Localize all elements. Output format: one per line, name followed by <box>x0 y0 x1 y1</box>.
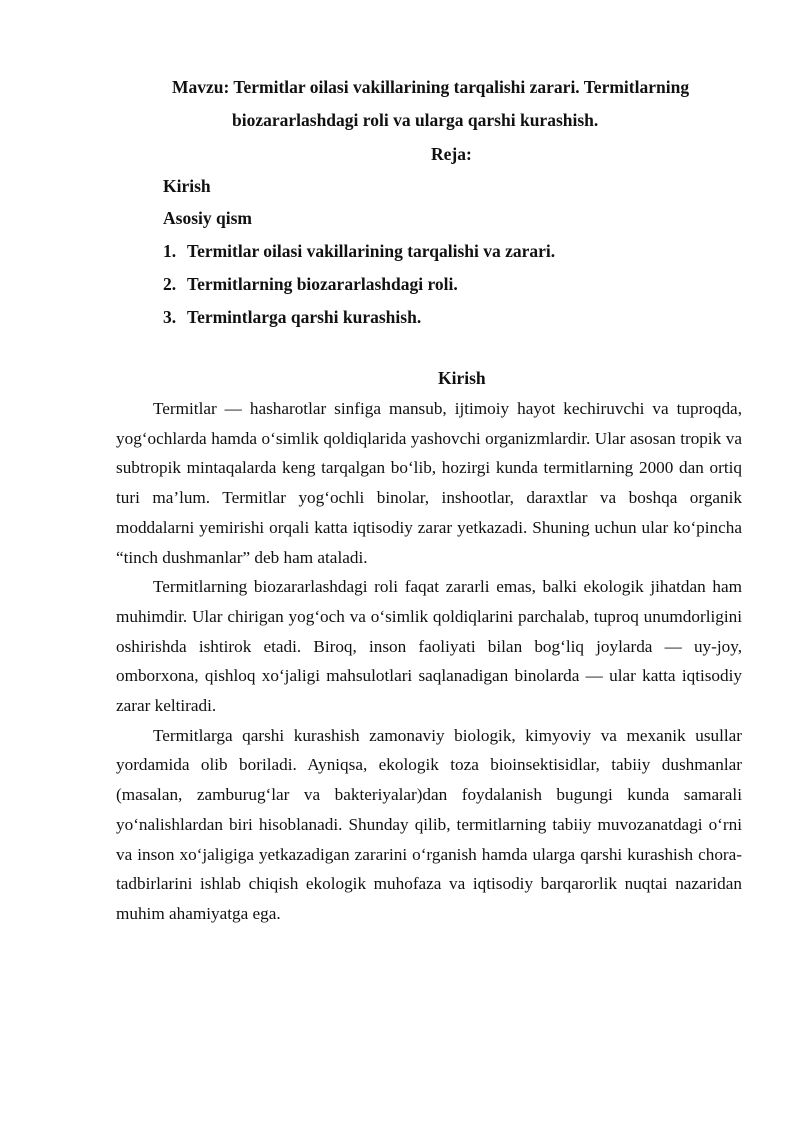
plan-item-2 <box>163 273 458 295</box>
document-title-line-2: biozararlashdagi roli va ularga qarshi kurashish. <box>232 110 599 130</box>
paragraph: Termitlar — hasharotlar sinfiga mansub, ijtimoiy hayot kechiruvchi va tuproqda, yog‘ochlarda hamda o‘simlik qoldiqlarida yashovchi organizmlardir. Ular asosan tropik va subtropik mintaqalarda keng tarqalgan bo‘lib, hozirgi kunda termitlarning 2000 dan ortiq turi ma’lum. Termitlar yog‘ochli binolar, inshootlar, daraxtlar va boshqa organik moddalarni yemirishi orqali katta iqtisodiy zarar yetkazadi. Shuning uchun ular ko‘pincha “tinch dushmanlar” deb ham ataladi. <box>116 399 742 567</box>
plan-item-text: Asosiy qism <box>163 208 252 228</box>
paragraph: Termitlarga qarshi kurashish zamonaviy biologik, kimyoviy va mexanik usullar yordamida olib boriladi. Ayniqsa, ekologik toza bioinsektisidlar, tabiiy dushmanlar (masalan, zamburug‘lar va bakteriyalar)dan foydalanish bugungi kunda samarali yo‘nalishlardan biri hisoblanadi. Shunday qilib, termitlarning tabiiy muvozanatdagi o‘rni va inson xo‘jaligiga yetkazadigan zararini o‘rganish hamda ularga qarshi kurashish chora-tadbirlarini ishlab chiqish ekologik muhofaza va iqtisodiy barqarorlik nuqtai nazaridan muhim ahamiyatga ega. <box>116 725 742 923</box>
plan-item-number: 2. <box>163 274 177 294</box>
plan-heading: Reja: <box>431 144 472 164</box>
plan-item-1 <box>163 240 555 262</box>
plan-item-text: Termintlarga qarshi kurashish. <box>187 307 422 327</box>
plan-item-text: Termitlar oilasi vakillarining tarqalishi va zarari. <box>187 241 556 261</box>
plan-item-3 <box>163 306 421 328</box>
plan-item-text: Kirish <box>163 176 211 196</box>
body-text <box>116 394 742 929</box>
paragraph: Termitlarning biozararlashdagi roli faqat zararli emas, balki ekologik jihatdan ham muhimdir. Ular chirigan yog‘och va o‘simlik qoldiqlarini parchalab, tuproq unumdorligini oshirishda ishtirok etadi. Biroq, inson faoliyati bilan bog‘liq joylarda — uy-joy, omborxona, qishloq xo‘jaligi mahsulotlari saqlanadigan binolarda — ular katta iqtisodiy zarar keltiradi. <box>116 577 742 716</box>
plan-item-intro <box>163 175 211 197</box>
plan-item-text: Termitlarning biozararlashdagi roli. <box>187 274 458 294</box>
plan-item-number: 3. <box>163 307 177 327</box>
section-heading-intro: Kirish <box>438 368 486 388</box>
plan-item-number: 1. <box>163 241 177 261</box>
document-title-line-1: Mavzu: Termitlar oilasi vakillarining tarqalishi zarari. Termitlarning <box>172 77 690 97</box>
plan-item-main-part <box>163 207 252 229</box>
